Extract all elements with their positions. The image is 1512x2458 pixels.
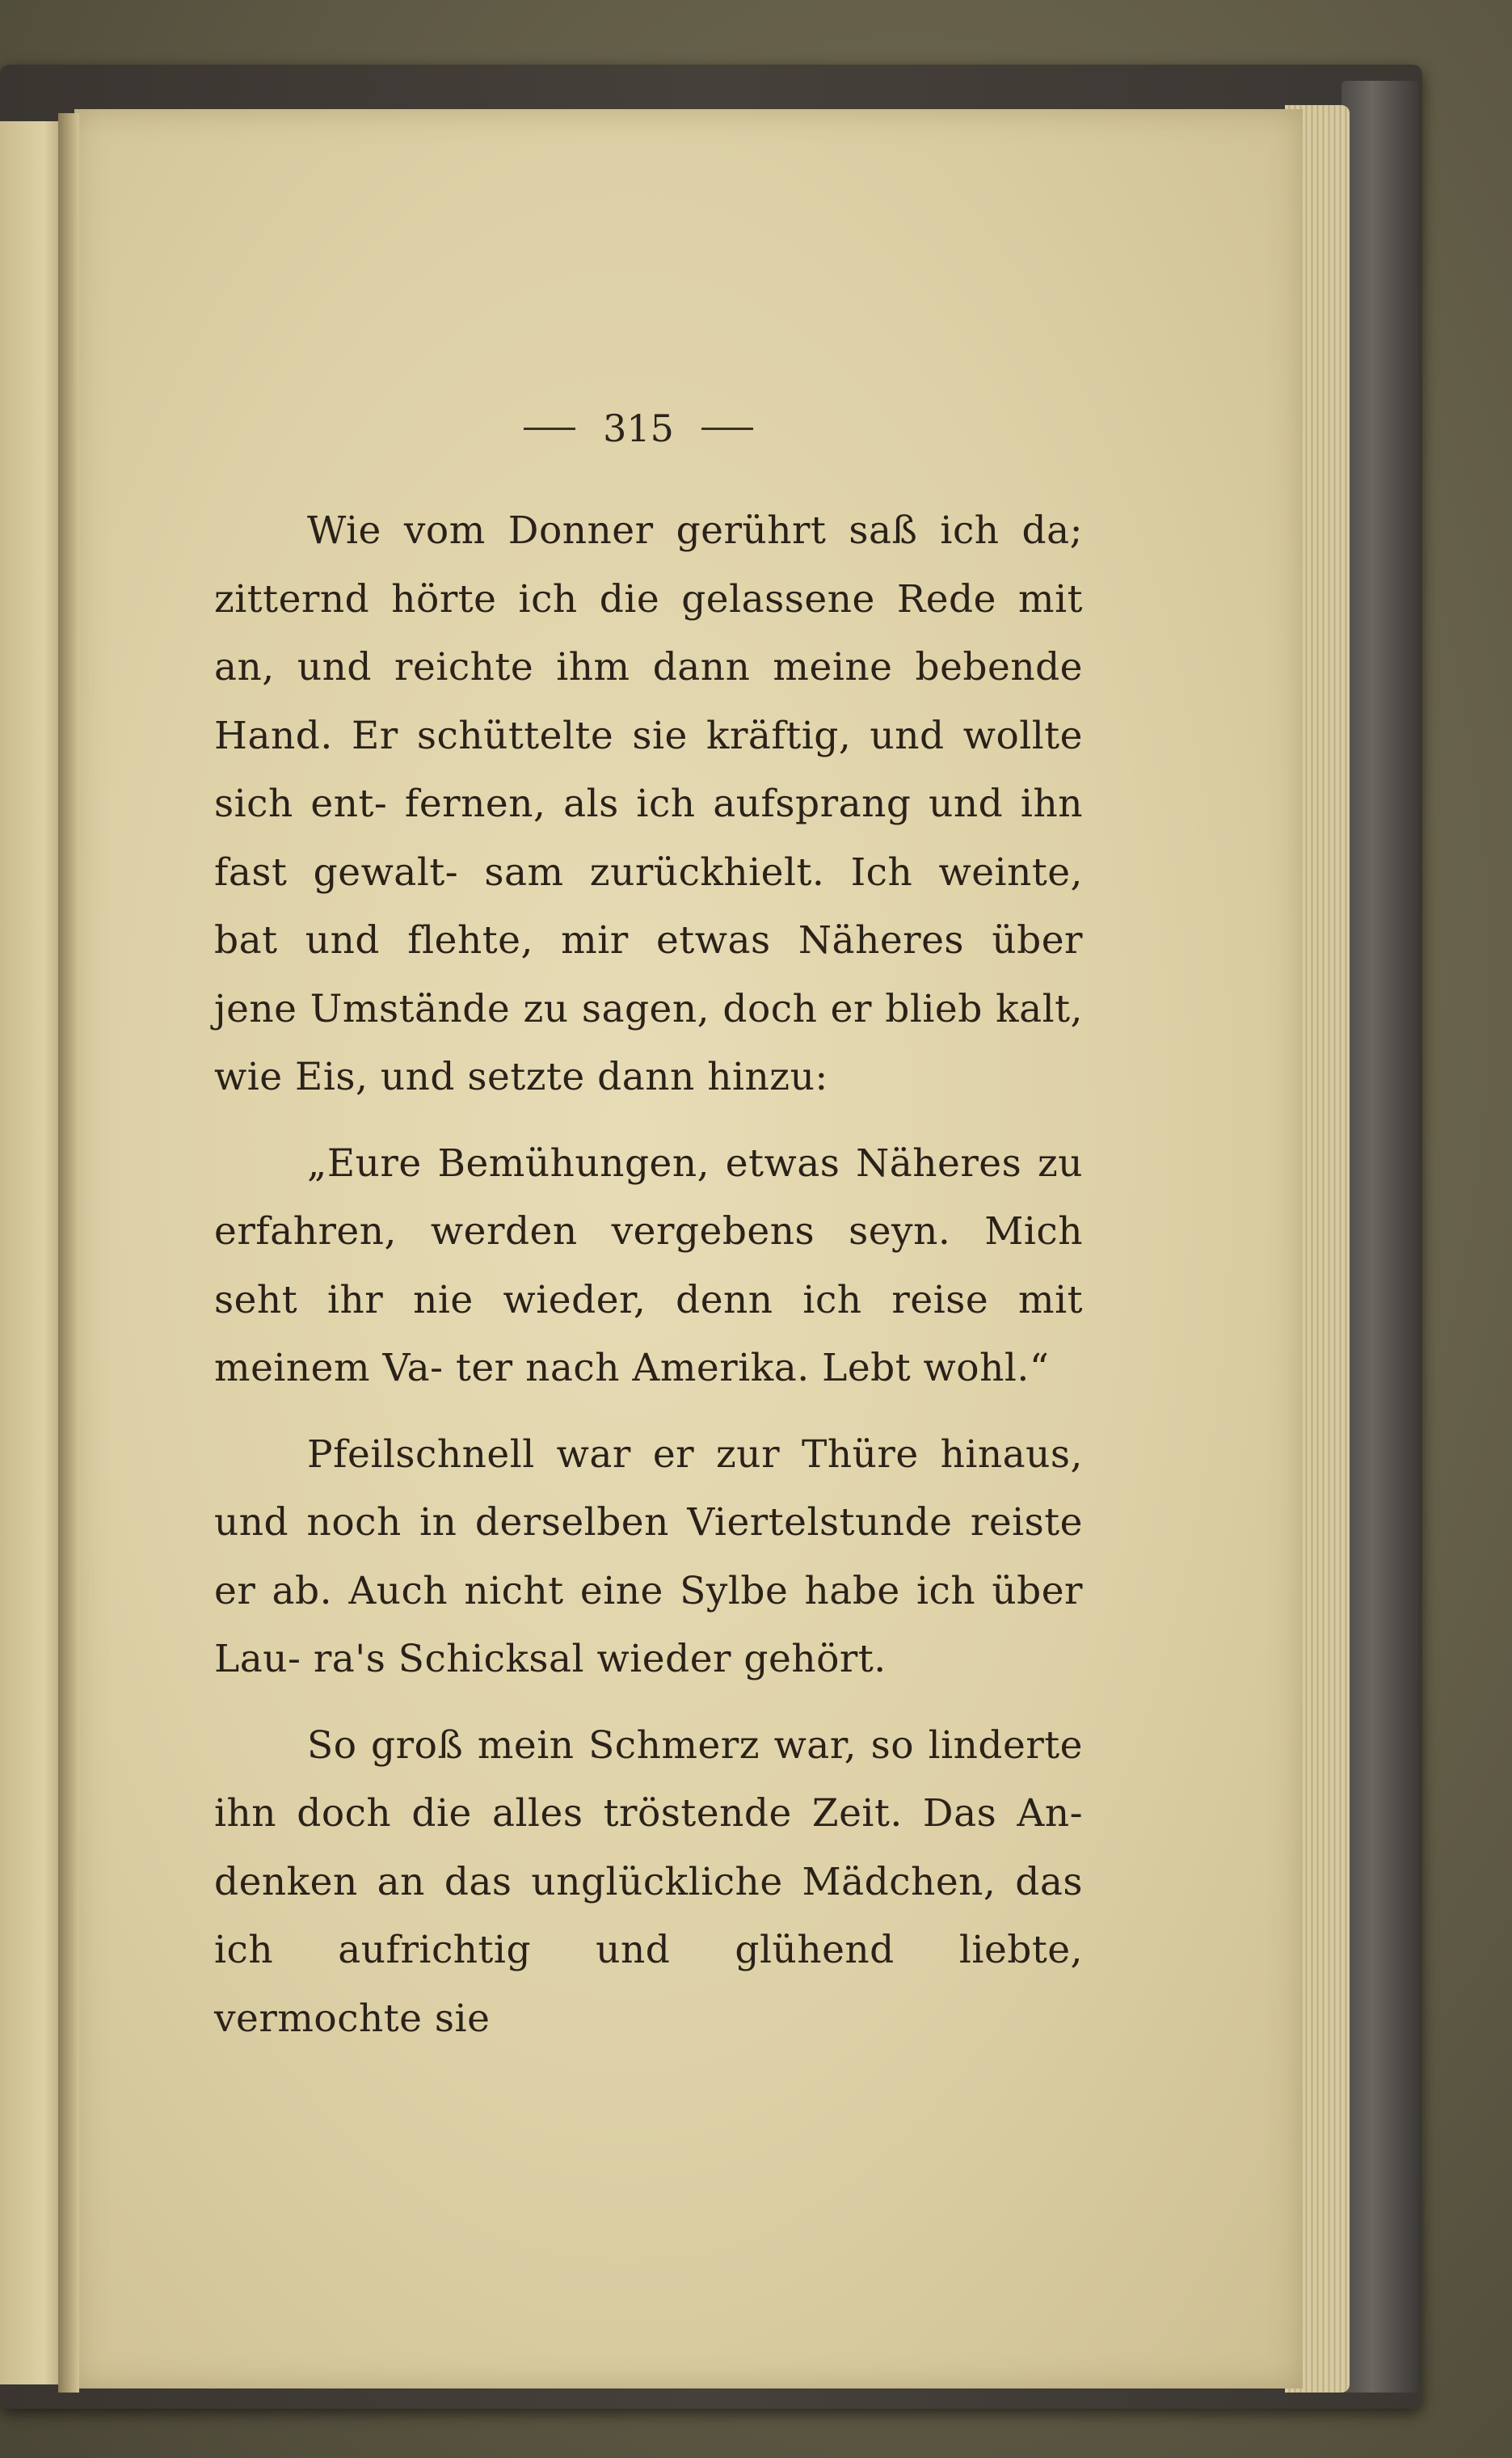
book-gutter bbox=[58, 113, 79, 2393]
paragraph-3: Pfeilschnell war er zur Thüre hinaus, und noch in derselben Viertelstunde reiste er ab. Auch nicht eine Sylbe habe ich über Lau- ra's Schicksal wieder gehört. bbox=[214, 1431, 1083, 1681]
paragraph-1: Wie vom Donner gerührt saß ich da; zitternd hörte ich die gelassene Rede mit an, und reichte ihm dann meine bebende Hand. Er schüttelte sie kräftig, und wollte sich ent- fernen, als ich aufsprang und ihn fast gewalt- sam zurückhielt. Ich weinte, bat und flehte, mir etwas Näheres über jene Umstände zu sagen, doch er blieb kalt, wie Eis, und setzte dann hinzu: bbox=[214, 508, 1083, 1099]
paragraph-4: So groß mein Schmerz war, so linderte ihn doch die alles tröstende Zeit. Das An- denken an das unglückliche Mädchen, das ich aufrichtig und glühend liebte, vermochte sie bbox=[214, 1722, 1083, 2041]
paragraph-2: „Eure Bemühungen, etwas Näheres zu erfahren, werden vergebens seyn. Mich seht ihr nie wieder, denn ich reise mit meinem Va- ter nach Amerika. Lebt wohl.“ bbox=[214, 1140, 1083, 1390]
page-header bbox=[453, 400, 824, 457]
page-number: 315 bbox=[603, 407, 674, 450]
left-page-edge bbox=[0, 121, 63, 2384]
header-dash-left bbox=[524, 428, 575, 430]
cover-edge bbox=[1341, 81, 1418, 2393]
page-text bbox=[214, 497, 1083, 2053]
header-dash-right bbox=[701, 428, 753, 430]
